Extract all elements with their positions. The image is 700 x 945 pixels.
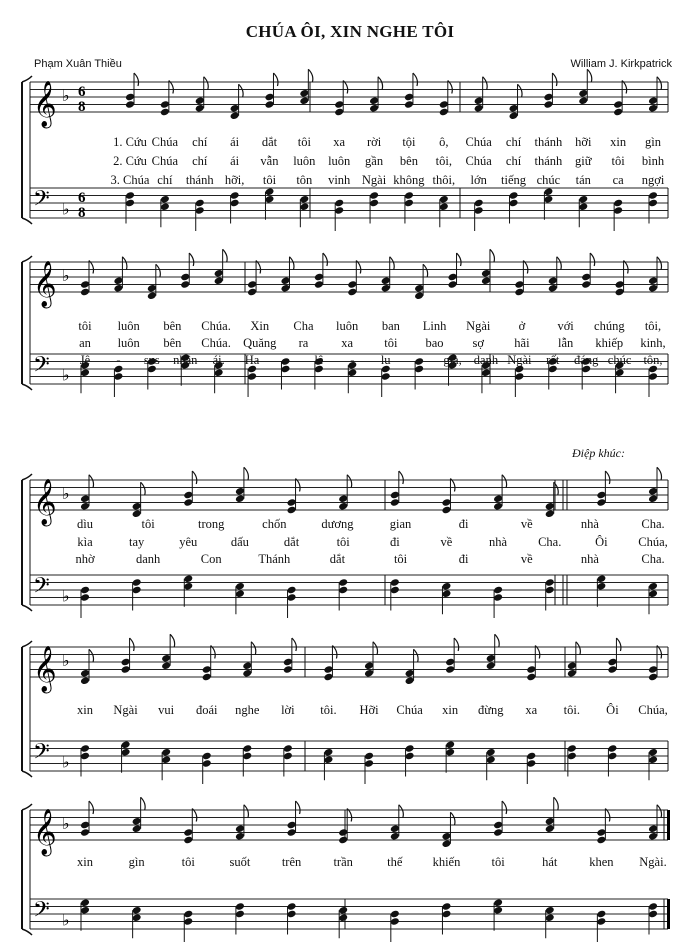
treble-flag: [414, 649, 419, 662]
lyric-syllable: khiến: [432, 855, 461, 869]
lyric-syllable: hỡi: [575, 135, 592, 149]
lyric-syllable: về: [520, 552, 533, 566]
lyric-syllable: dấu: [230, 535, 249, 549]
lyric-syllable: ban: [381, 319, 400, 333]
lyric-syllable: dìu: [77, 517, 93, 531]
lyric-syllable: dắt: [261, 135, 278, 149]
time-signature-top: 6: [78, 84, 86, 100]
lyric-syllable: luôn: [293, 154, 316, 168]
lyric-syllable: nhà: [580, 517, 599, 531]
final-barline-thick: [667, 810, 670, 840]
lyric-syllable: -: [283, 353, 288, 367]
lyric-syllable: lớn: [470, 173, 487, 187]
lyric-syllable: xa: [333, 135, 346, 149]
treble-flag: [657, 805, 662, 818]
treble-flag: [378, 77, 383, 90]
lyric-syllable: tôi: [78, 319, 92, 333]
lyric-syllable: ái.: [212, 353, 225, 367]
bracket-bottom: [22, 929, 32, 935]
treble-flag: [296, 801, 301, 814]
lyric-syllable: Xin: [250, 319, 270, 333]
lyric-syllable: chí: [192, 135, 208, 149]
lyric-syllable: vui: [158, 703, 175, 717]
treble-flag: [289, 257, 294, 270]
lyric-syllable: Chúa.: [201, 319, 231, 333]
lyric-syllable: 3. Chúa: [110, 173, 150, 187]
lyric-syllable: tán: [575, 173, 591, 187]
lyric-syllable: suốt: [229, 855, 251, 869]
lyric-syllable: lu: [380, 353, 391, 367]
lyric-syllable: đi: [458, 552, 469, 566]
treble-flag: [122, 257, 127, 270]
lyric-syllable: nhà: [580, 552, 599, 566]
flat-key-icon: ♭: [62, 588, 70, 606]
lyric-syllable: đoái: [195, 703, 218, 717]
treble-flag: [89, 261, 94, 274]
lyric-syllable: bình: [641, 154, 665, 168]
lyric-syllable: sợ: [472, 336, 484, 350]
treble-flag: [483, 77, 488, 90]
lyric-syllable: Hỡi: [359, 703, 379, 717]
lyric-syllable: chốn: [262, 517, 287, 531]
lyric-syllable: kinh,: [640, 336, 666, 350]
treble-flag: [204, 77, 209, 90]
lyric-syllable: đi: [458, 517, 469, 531]
treble-clef-icon: 𝄞: [33, 646, 57, 692]
lyric-syllable: khen: [589, 855, 614, 869]
treble-flag: [170, 634, 175, 647]
treble-flag: [239, 84, 244, 97]
treble-flag: [89, 801, 94, 814]
bass-clef-icon: 𝄢: [33, 352, 50, 383]
bracket-top: [22, 641, 32, 647]
treble-flag: [130, 638, 135, 651]
song-title: CHÚA ÔI, XIN NGHE TÔI: [245, 22, 455, 41]
lyric-syllable: Con: [200, 552, 222, 566]
lyric-syllable: luôn: [328, 154, 351, 168]
lyric-syllable: nghe: [235, 703, 260, 717]
lyric-syllable: Chúa: [396, 703, 423, 717]
lyric-syllable: hãi: [514, 336, 530, 350]
lyric-syllable: xin: [77, 855, 93, 869]
treble-flag: [518, 84, 523, 97]
lyric-syllable: Chúa: [151, 154, 179, 168]
treble-flag: [223, 249, 228, 262]
flat-key-icon: ♭: [62, 367, 70, 385]
lyric-syllable: bên: [163, 319, 182, 333]
composer-credit: William J. Kirkpatrick: [570, 58, 672, 70]
lyric-syllable: về: [440, 535, 453, 549]
lyric-syllable: lời: [281, 703, 295, 717]
treble-flag: [296, 479, 301, 492]
lyric-syllable: danh: [473, 353, 499, 367]
flat-key-icon: ♭: [62, 912, 70, 930]
treble-flag: [413, 73, 418, 86]
time-signature-bottom: 8: [78, 205, 86, 221]
time-signature-top: 6: [78, 190, 86, 206]
treble-flag: [256, 261, 261, 274]
lyric-syllable: đừng: [477, 703, 504, 717]
treble-flag: [502, 475, 507, 488]
lyric-syllable: Chúa,: [638, 703, 668, 717]
treble-flag: [244, 805, 249, 818]
lyric-syllable: bên: [163, 336, 182, 350]
lyric-syllable: dắt: [283, 535, 300, 549]
flat-key-icon: ♭: [62, 268, 70, 285]
refrain-label: Điệp khúc:: [572, 446, 625, 460]
lyric-syllable: tôi.: [320, 703, 337, 717]
lyric-syllable: chí: [157, 173, 173, 187]
treble-clef-icon: 𝄞: [33, 479, 57, 525]
treble-flag: [616, 638, 621, 651]
flat-key-icon: ♭: [62, 88, 70, 105]
lyric-syllable: 2. Cứu: [113, 154, 147, 168]
lyric-syllable: tôi: [297, 135, 311, 149]
lyric-syllable: -: [116, 353, 121, 367]
lyric-syllable: tôi: [262, 173, 277, 187]
lyric-syllable: lê: [314, 353, 324, 367]
lyric-syllable: tội: [402, 135, 416, 149]
lyric-syllable: rất: [546, 353, 560, 367]
flat-key-icon: ♭: [62, 201, 70, 219]
lyric-syllable: thánh: [534, 135, 563, 149]
treble-flag: [557, 257, 562, 270]
lyric-syllable: Chúa: [151, 135, 179, 149]
lyric-syllable: Ngài.: [639, 855, 667, 869]
flat-key-icon: ♭: [62, 816, 70, 833]
lyric-syllable: Ngài: [361, 173, 387, 187]
lyric-syllable: -: [350, 353, 355, 367]
lyric-syllable: bao: [425, 336, 444, 350]
lyric-syllable: bên: [399, 154, 418, 168]
treble-flag: [657, 467, 662, 480]
lyric-syllable: trong: [198, 517, 225, 531]
lyric-syllable: nhờ: [75, 552, 95, 566]
lyric-syllable: lẫn: [557, 336, 574, 350]
lyric-syllable: trên: [281, 855, 302, 869]
lyric-syllable: Chúa,: [638, 535, 668, 549]
lyric-syllable: Ngài: [113, 703, 138, 717]
lyric-syllable: gần: [365, 154, 384, 168]
lyric-syllable: dắt: [329, 552, 346, 566]
flat-key-icon: ♭: [62, 653, 70, 670]
treble-flag: [590, 253, 595, 266]
treble-flag: [273, 73, 278, 86]
lyric-syllable: Cha.: [538, 535, 562, 549]
lyric-syllable: chí: [505, 135, 522, 149]
lyric-syllable: tôi,: [435, 154, 452, 168]
lyric-syllable: tôi: [393, 552, 408, 566]
treble-flag: [399, 471, 404, 484]
treble-flag: [356, 261, 361, 274]
lyric-syllable: nhà: [489, 535, 508, 549]
treble-flag: [399, 805, 404, 818]
lyric-syllable: thánh: [185, 173, 214, 187]
lyric-syllable: Ngài: [507, 353, 532, 367]
lyric-syllable: đáng: [574, 353, 599, 367]
lyric-syllable: chúc: [536, 173, 561, 187]
lyric-syllable: chúng: [594, 319, 625, 333]
lyric-syllable: tiếng: [501, 173, 527, 187]
treble-flag: [587, 69, 592, 82]
treble-flag: [490, 249, 495, 262]
lyric-syllable: thánh: [534, 154, 563, 168]
lyric-syllable: tôi: [611, 154, 625, 168]
treble-flag: [423, 264, 428, 277]
lyric-syllable: nhân: [173, 353, 198, 367]
lyric-syllable: khiếp: [595, 336, 624, 350]
treble-flag: [554, 797, 559, 810]
treble-flag: [502, 801, 507, 814]
lyric-syllable: về: [520, 517, 533, 531]
lyric-syllable: Quăng: [243, 336, 277, 350]
lyric-syllable: tôn,: [643, 353, 663, 367]
lyric-syllable: gian: [389, 517, 412, 531]
lyric-syllable: trần: [333, 855, 353, 869]
bracket-bottom: [22, 384, 32, 390]
treble-flag: [450, 479, 455, 492]
lyric-syllable: tôn: [296, 173, 313, 187]
lyric-syllable: luôn: [117, 319, 140, 333]
treble-flag: [495, 634, 500, 647]
lyric-syllable: an: [79, 336, 91, 350]
treble-flag: [576, 642, 581, 655]
lyric-syllable: thế: [387, 855, 403, 869]
lyric-syllable: xin: [610, 135, 627, 149]
treble-flag: [189, 253, 194, 266]
final-barline-thick: [667, 899, 670, 929]
treble-flag: [292, 638, 297, 651]
lyric-syllable: danh: [135, 552, 161, 566]
treble-flag: [390, 257, 395, 270]
treble-flag: [624, 261, 629, 274]
treble-flag: [156, 264, 161, 277]
flat-key-icon: ♭: [62, 754, 70, 772]
lyric-syllable: Ha: [244, 353, 260, 367]
lyric-syllable: giữ: [575, 154, 592, 168]
bass-clef-icon: 𝄢: [33, 739, 50, 770]
bracket-top: [22, 76, 32, 82]
treble-clef-icon: 𝄞: [33, 81, 57, 127]
lyric-syllable: Thánh: [258, 552, 291, 566]
lyric-syllable: vẫn: [260, 154, 279, 168]
lyric-syllable: tôi.: [563, 703, 581, 717]
lyric-syllable: tay: [128, 535, 145, 549]
lyric-syllable: tôi: [491, 855, 505, 869]
bass-clef-icon: 𝄢: [33, 897, 50, 928]
lyric-syllable: sus: [143, 353, 160, 367]
lyric-syllable: đi: [389, 535, 400, 549]
lyricist-credit: Phạm Xuân Thiều: [34, 58, 122, 70]
treble-clef-icon: 𝄞: [33, 261, 57, 307]
lyric-syllable: tôi: [384, 336, 398, 350]
lyric-syllable: chí: [192, 154, 208, 168]
bracket-top: [22, 804, 32, 810]
bracket-bottom: [22, 605, 32, 611]
treble-flag: [192, 471, 197, 484]
lyric-syllable: gìn: [645, 135, 661, 149]
treble-flag: [89, 649, 94, 662]
treble-flag: [457, 253, 462, 266]
lyric-syllable: thôi,: [432, 173, 456, 187]
bass-clef-icon: 𝄢: [33, 186, 50, 217]
lyric-syllable: ái: [230, 154, 240, 168]
bracket-top: [22, 474, 32, 480]
treble-flag: [141, 482, 146, 495]
lyric-syllable: Ngài: [466, 319, 491, 333]
lyric-syllable: Chúa.: [201, 336, 231, 350]
treble-flag: [523, 261, 528, 274]
lyric-syllable: gìn: [128, 855, 145, 869]
lyric-syllable: 1. Cứu: [113, 135, 147, 149]
lyric-syllable: -: [417, 353, 422, 367]
treble-flag: [450, 812, 455, 825]
treble-flag: [89, 475, 94, 488]
lyric-syllable: yêu: [179, 535, 198, 549]
lyric-syllable: Linh: [422, 319, 447, 333]
lyric-syllable: tôi: [181, 855, 195, 869]
lyric-syllable: ra: [298, 336, 309, 350]
lyric-syllable: tôi,: [644, 319, 662, 333]
lyric-syllable: Chúa: [465, 135, 492, 149]
lyric-syllable: với: [557, 319, 574, 333]
treble-flag: [134, 73, 139, 86]
lyric-syllable: kìa: [77, 535, 93, 549]
lyric-syllable: ô,: [439, 135, 449, 149]
treble-flag: [657, 77, 662, 90]
lyric-syllable: luôn: [336, 319, 359, 333]
lyric-syllable: rời: [366, 135, 382, 149]
lyric-syllable: chí: [505, 154, 522, 168]
flat-key-icon: ♭: [62, 486, 70, 503]
lyric-syllable: tôi: [141, 517, 155, 531]
treble-flag: [373, 642, 378, 655]
treble-flag: [347, 475, 352, 488]
lyric-syllable: Cha.: [641, 517, 665, 531]
lyric-syllable: xa: [341, 336, 354, 350]
lyric-syllable: Ôi: [595, 535, 608, 549]
bracket-bottom: [22, 218, 32, 224]
treble-flag: [454, 638, 459, 651]
lyric-syllable: gia,: [443, 353, 462, 367]
lyric-syllable: luôn: [117, 336, 140, 350]
lyric-syllable: không: [393, 173, 425, 187]
lyric-syllable: vinh: [328, 173, 351, 187]
lyric-syllable: Cha.: [641, 552, 665, 566]
lyric-syllable: dương: [321, 517, 354, 531]
treble-flag: [323, 253, 328, 266]
lyric-syllable: hát: [542, 855, 558, 869]
treble-flag: [605, 471, 610, 484]
treble-flag: [308, 69, 313, 82]
lyric-syllable: tôi: [336, 535, 350, 549]
treble-clef-icon: 𝄞: [33, 809, 57, 855]
treble-flag: [554, 482, 559, 495]
treble-flag: [251, 642, 255, 655]
treble-flag: [141, 797, 146, 810]
lyric-syllable: Cha: [293, 319, 314, 333]
treble-flag: [657, 257, 662, 270]
bass-clef-icon: 𝄢: [33, 573, 50, 604]
lyric-syllable: ở: [518, 319, 526, 333]
bracket-bottom: [22, 771, 32, 777]
lyric-syllable: chúc: [607, 353, 632, 367]
lyric-syllable: hỡi,: [224, 173, 245, 187]
bracket-top: [22, 256, 32, 262]
lyric-syllable: ái: [230, 135, 240, 149]
lyric-syllable: xin: [77, 703, 93, 717]
time-signature-bottom: 8: [78, 99, 86, 115]
lyric-syllable: xa: [525, 703, 538, 717]
lyric-syllable: xin: [442, 703, 459, 717]
lyric-syllable: Jê: [79, 353, 91, 367]
lyric-syllable: Chúa: [465, 154, 492, 168]
treble-flag: [244, 467, 249, 480]
lyric-syllable: Ôi: [606, 703, 619, 717]
treble-flag: [552, 73, 557, 86]
lyric-syllable: ca: [612, 173, 624, 187]
lyric-syllable: ngợi: [641, 173, 665, 187]
